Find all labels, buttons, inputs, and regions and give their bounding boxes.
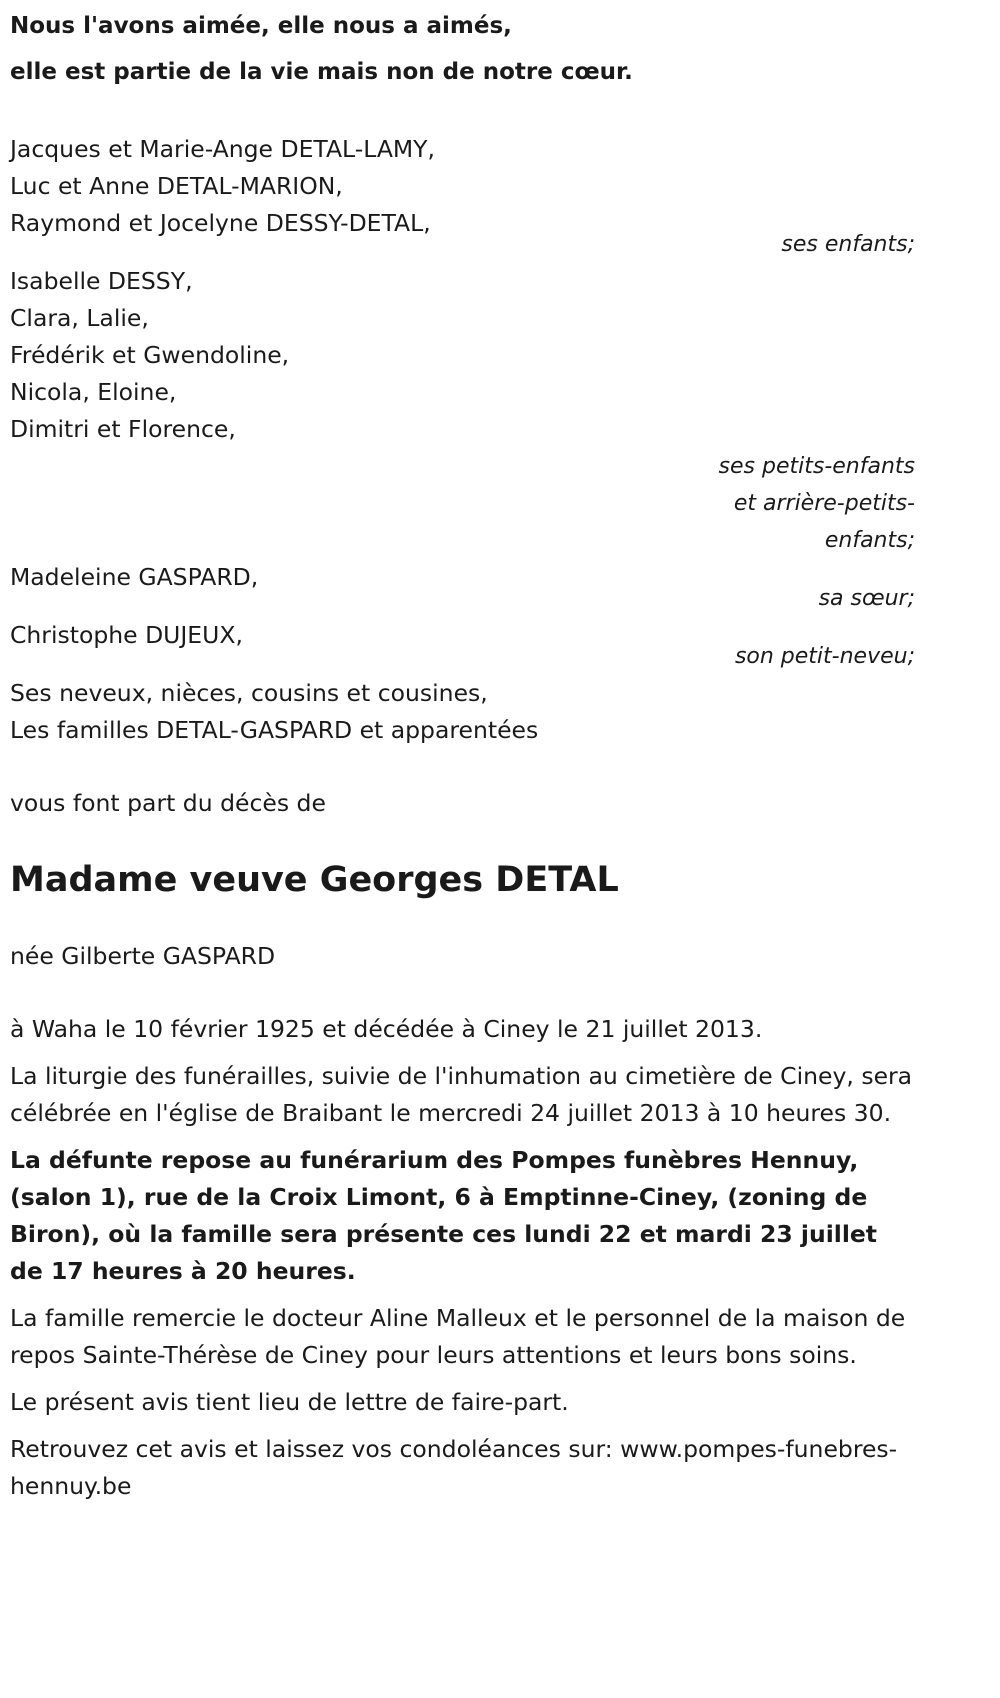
grandchild-name: Dimitri et Florence, <box>10 415 236 443</box>
epigraph-line: elle est partie de la vie mais non de notre cœur. <box>10 59 633 85</box>
child-name: Luc et Anne DETAL-MARION, <box>10 172 343 200</box>
relatives-line: Les familles DETAL-GASPARD et apparentées <box>10 716 539 744</box>
grandchild-name: Isabelle DESSY, <box>10 267 193 295</box>
epigraph-line: Nous l'avons aimée, elle nous a aimés, <box>10 13 512 39</box>
grandchildren-role-line: enfants; <box>824 528 915 553</box>
online-paragraph: Retrouvez cet avis et laissez vos condoléances sur: www.pompes-funebres-hennuy.be <box>10 1435 898 1500</box>
liturgy-paragraph: La liturgie des funérailles, suivie de l'inhumation au cimetière de Ciney, sera célébrée en l'église de Braibant le mercredi 24 juillet 2013 à 10 heures 30. <box>10 1062 913 1127</box>
announcement: vous font part du décès de <box>10 789 326 817</box>
grandchild-name: Nicola, Eloine, <box>10 378 177 406</box>
children-role: ses enfants; <box>781 232 915 257</box>
grandchildren-role <box>10 448 915 559</box>
grandnephew-role: son petit-neveu; <box>734 644 915 669</box>
notice-paragraph: Le présent avis tient lieu de lettre de faire-part. <box>10 1388 569 1416</box>
sister-role: sa sœur; <box>818 586 915 611</box>
epigraph <box>10 3 915 95</box>
grandnephew-name: Christophe DUJEUX, <box>10 621 243 649</box>
grandchild-name: Frédérik et Gwendoline, <box>10 341 290 369</box>
relatives-group <box>10 675 915 749</box>
thanks-paragraph: La famille remercie le docteur Aline Malleux et le personnel de la maison de repos Sainte-Thérèse de Ciney pour leurs attentions et leurs bons soins. <box>10 1304 906 1369</box>
grandchildren-role-line: ses petits-enfants <box>718 454 915 479</box>
grandchild-name: Clara, Lalie, <box>10 304 149 332</box>
relatives-line: Ses neveux, nièces, cousins et cousines, <box>10 679 488 707</box>
dates-paragraph: à Waha le 10 février 1925 et décédée à Ciney le 21 juillet 2013. <box>10 1015 763 1043</box>
grandchildren-group <box>10 263 915 448</box>
child-name: Jacques et Marie-Ange DETAL-LAMY, <box>10 135 435 163</box>
deceased-name: Madame veuve Georges DETAL <box>10 860 619 900</box>
child-name: Raymond et Jocelyne DESSY-DETAL, <box>10 209 431 237</box>
grandchildren-role-line: et arrière-petits- <box>733 491 915 516</box>
birth-name: née Gilberte GASPARD <box>10 942 276 970</box>
sister-name: Madeleine GASPARD, <box>10 563 259 591</box>
obituary-notice <box>10 0 915 1505</box>
visitation-paragraph: La défunte repose au funérarium des Pompes funèbres Hennuy, (salon 1), rue de la Croix Limont, 6 à Emptinne-Ciney, (zoning de Biron), où la famille sera présente ces lundi 22 et mardi 23 juillet de 17 heures à 20 heures. <box>10 1146 878 1285</box>
